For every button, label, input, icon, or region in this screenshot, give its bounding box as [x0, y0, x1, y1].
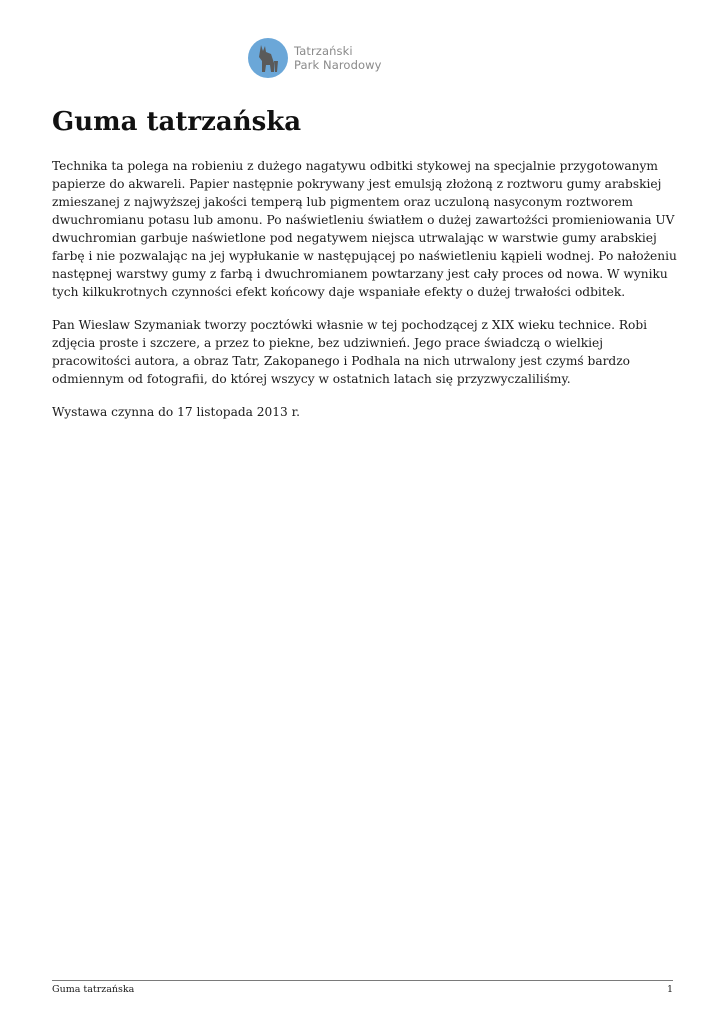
tatra-chamois-logo-icon — [247, 37, 289, 79]
park-name-line2: Park Narodowy — [294, 58, 382, 72]
paragraph-technique: Technika ta polega na robieniu z dużego nagatywu odbitki stykowej na specjalnie przygotowanym papierze do akwareli. Papier następnie pokrywany jest emulsją złożoną z roztworu gumy arabskiej zmieszanej z najwyższej jakości temperą lub pigmentem oraz uczuloną nasyconym roztworem dwuchromianu potasu lub amonu. Po naświetleniu światłem o dużej zawartożści promieniowania UV dwuchromian garbuje naświetlone pod negatywem niejsca utrwalając w warstwie gumy arabskiej farbę i nie pozwalając na jej wypłukanie w następującej po naświetleniu kąpieli wodnej. Po nałożeniu następnej warstwy gumy z farbą i dwuchromianem powtarzany jest cały proces od nowa. W wyniku tych kilkukrotnych czynności efekt końcowy daje wspaniałe efekty o dużej trwałości odbitek. — [52, 159, 677, 299]
footer-title: Guma tatrzańska — [52, 984, 135, 995]
page-number: 1 — [666, 984, 673, 995]
article-body — [52, 157, 677, 436]
park-logo[interactable] — [247, 37, 382, 79]
park-name — [294, 44, 382, 72]
park-name-line1: Tatrzański — [294, 44, 353, 58]
page-footer — [52, 980, 673, 996]
paragraph-author: Pan Wieslaw Szymaniak tworzy pocztówki własnie w tej pochodzącej z XIX wieku technice. Robi zdjęcia proste i szczere, a przez to piekne, bez udziwnień. Jego prace świadczą o wielkiej pracowitości autora, a obraz Tatr, Zakopanego i Podhala na nich utrwalony jest czymś bardzo odmiennym od fotografii, do której wszycy w ostatnich latach się przyzwyczaliliśmy. — [52, 318, 648, 386]
page-title: Guma tatrzańska — [52, 107, 302, 137]
paragraph-exhibition-dates: Wystawa czynna do 17 listopada 2013 r. — [52, 405, 301, 419]
